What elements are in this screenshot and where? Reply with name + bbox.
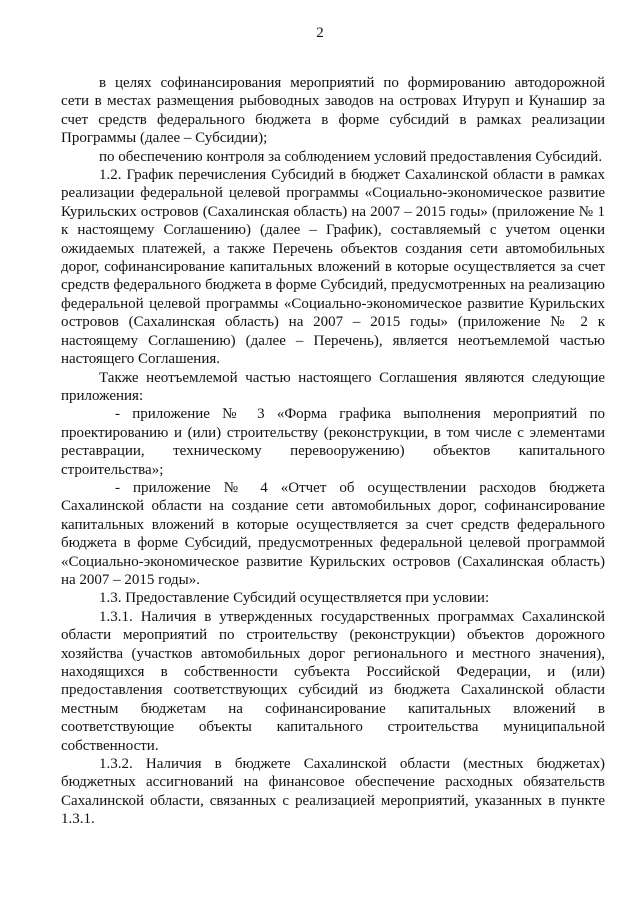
paragraph-subsidy-purpose: в целях софинансирования мероприятий по формированию автодорожной сети в местах размещения рыбоводных заводов на островах Итуруп и Кунашир за счет средств федерального бюджета в форме субсидий в рамках реализации Программы (далее – Субсидии); (61, 75, 605, 147)
paragraph-appendix-3: - приложение № 3 «Форма графика выполнения мероприятий по проектированию и (или) строительству (реконструкции, в том числе с элементами реставрации, техническому перевооружению) объектов капитального строительства»; (61, 406, 605, 478)
page-number: 2 (316, 25, 324, 41)
paragraph-control: по обеспечению контроля за соблюдением условий предоставления Субсидий. (99, 148, 603, 165)
paragraph-appendices-intro: Также неотъемлемой частью настоящего Соглашения являются следующие приложения: (61, 369, 605, 404)
paragraph-1-2-schedule: 1.2. График перечисления Субсидий в бюджет Сахалинской области в рамках реализации федеральной целевой программы «Социально-экономическое развитие Курильских островов (Сахалинская область) на 2007 – 2015 годы» (приложение № 1 к настоящему Соглашению) (далее – График), составляемый с учетом оценки ожидаемых платежей, а также Перечень объектов создания сети автомобильных дорог, софинансирование капитальных вложений в которые осуществляется за счет средств федерального бюджета в форме Субсидий, предусмотренных на реализацию федеральной целевой программы «Социально-экономическое развитие Курильских островов (Сахалинская область) на 2007 – 2015 годы» (приложение № 2 к настоящему Соглашению) (далее – Перечень), является неотъемлемой частью настоящего Соглашения. (61, 167, 605, 368)
document-body (61, 74, 605, 829)
paragraph-1-3-1: 1.3.1. Наличия в утвержденных государственных программах Сахалинской области мероприятий по строительству (реконструкции) объектов дорожного хозяйства (участков автомобильных дорог регионального и местного значения), находящихся в собственности субъекта Российской Федерации, и (или) предоставления соответствующих субсидий из бюджета Сахалинской области местным бюджетам на софинансирование капитальных вложений в соответствующие объекты капитального строительства муниципальной собственности. (61, 608, 605, 754)
paragraph-1-3: 1.3. Предоставление Субсидий осуществляется при условии: (99, 590, 490, 607)
paragraph-1-3-2: 1.3.2. Наличия в бюджете Сахалинской области (местных бюджетах) бюджетных ассигнований на финансовое обеспечение расходных обязательств Сахалинской области, связанных с реализацией мероприятий, указанных в пункте 1.3.1. (61, 756, 605, 828)
paragraph-appendix-4: - приложение № 4 «Отчет об осуществлении расходов бюджета Сахалинской области на создание сети автомобильных дорог, софинансирование капитальных вложений в которые осуществляется за счет средств федерального бюджета в форме Субсидий, предусмотренных федеральной целевой программой «Социально-экономическое развитие Курильских островов (Сахалинская область) на 2007 – 2015 годы». (61, 479, 605, 588)
